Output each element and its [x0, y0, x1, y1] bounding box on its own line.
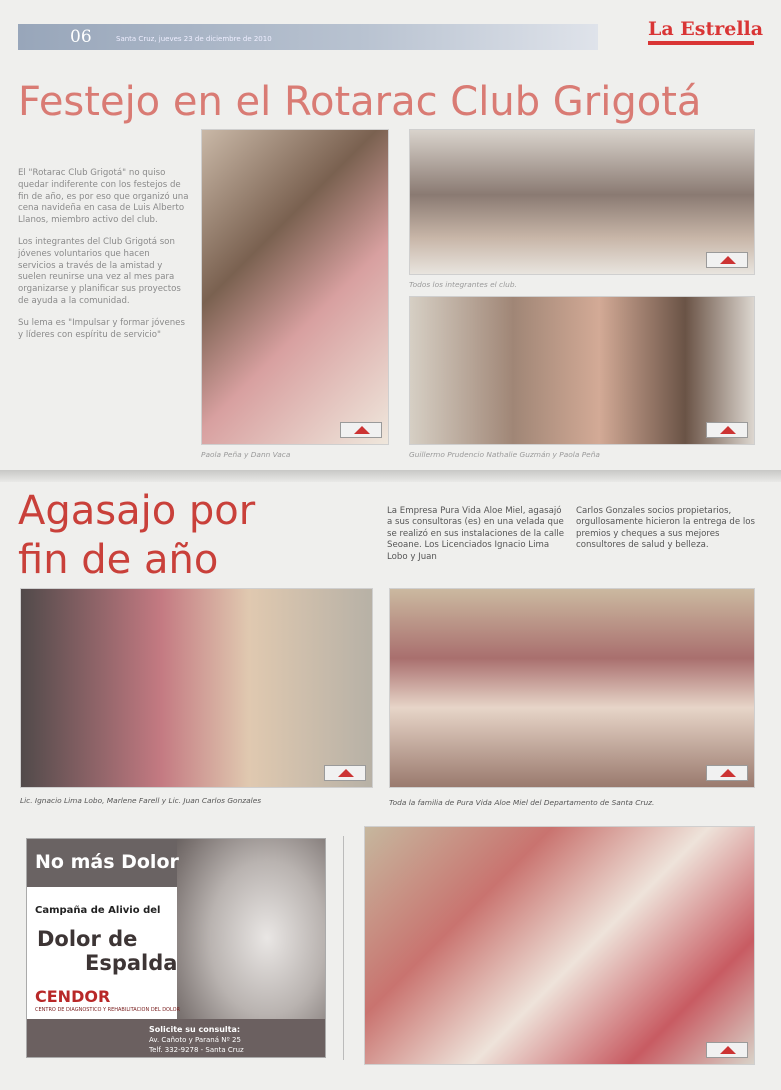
article1-body [18, 168, 190, 351]
photo-three-directors [20, 588, 373, 788]
ad-headline: No más Dolor [35, 851, 179, 873]
caption-photo1: Paola Peña y Dann Vaca [201, 450, 291, 459]
photo-three-people [409, 296, 755, 445]
photo-two-women [201, 129, 389, 445]
ad-campaign-line: Campaña de Alivio del [35, 905, 161, 916]
newspaper-logo [648, 18, 764, 48]
header-bar [18, 24, 598, 50]
article2-column2: Carlos Gonzales socios propietarios, orgullosamente hicieron la entrega de los premios y cheques a sus mejores consultores de salud y belleza. [576, 506, 755, 551]
page-number: 06 [70, 27, 92, 47]
article1-paragraph: Su lema es "Impulsar y formar jóvenes y líderes con espíritu de servicio" [18, 317, 185, 340]
cendor-advertisement [26, 838, 326, 1058]
column-divider [343, 836, 344, 1060]
ad-back-line: Espalda [85, 951, 178, 975]
logo-text: La Estrella [648, 18, 764, 40]
watermark-stamp [706, 422, 748, 438]
watermark-stamp [706, 1042, 748, 1058]
date-line: Santa Cruz, jueves 23 de diciembre de 2010 [116, 35, 272, 43]
article1-title: Festejo en el Rotarac Club Grigotá [18, 79, 702, 125]
article2-title-line1: Agasajo por [18, 488, 256, 534]
ad-brand-subtitle: CENTRO DE DIAGNOSTICO Y REHABILITACION DEL DOLOR [35, 1007, 181, 1013]
logo-underline [648, 41, 754, 45]
caption-photo3: Guillermo Prudencio Nathalie Guzmán y Paola Peña [409, 450, 600, 459]
photo-company-family [389, 588, 755, 788]
photo-club-group [409, 129, 755, 275]
ad-brand-logo: CENDOR [35, 987, 111, 1006]
caption-photo4: Lic. Ignacio Lima Lobo, Marlene Farell y Lic. Juan Carlos Gonzales [20, 796, 262, 805]
watermark-stamp [706, 252, 748, 268]
watermark-stamp [340, 422, 382, 438]
ad-address: Av. Cañoto y Paraná Nº 25 [149, 1036, 241, 1044]
article2-title-line2: fin de año [18, 537, 219, 583]
section-separator [0, 470, 781, 482]
ad-pain-line: Dolor de [37, 927, 138, 951]
article2-column1: La Empresa Pura Vida Aloe Miel, agasajó a sus consultoras (es) en una velada que se realizó en sus instalaciones de la calle Seoane. Los Licenciados Ignacio Lima Lobo y Juan [387, 506, 565, 562]
caption-photo5: Toda la familia de Pura Vida Aloe Miel del Departamento de Santa Cruz. [389, 798, 655, 807]
ad-contact-title: Solicite su consulta: [149, 1025, 241, 1034]
watermark-stamp [324, 765, 366, 781]
article1-paragraph: El "Rotarac Club Grigotá" no quiso quedar indiferente con los festejos de fin de año, es por eso que organizó una cena navideña en casa de Luis Alberto Llanos, miembro activo del club. [18, 168, 189, 226]
caption-photo2: Todos los integrantes el club. [409, 280, 517, 289]
ad-phone: Telf. 332-9278 - Santa Cruz [149, 1046, 244, 1054]
photo-four-people-celebrating [364, 826, 755, 1065]
watermark-stamp [706, 765, 748, 781]
article1-paragraph: Los integrantes del Club Grigotá son jóvenes voluntarios que hacen servicios a través de la amistad y suelen reunirse una vez al mes para organizarse y planificar sus proyectos de ayuda a la comunidad. [18, 236, 181, 306]
